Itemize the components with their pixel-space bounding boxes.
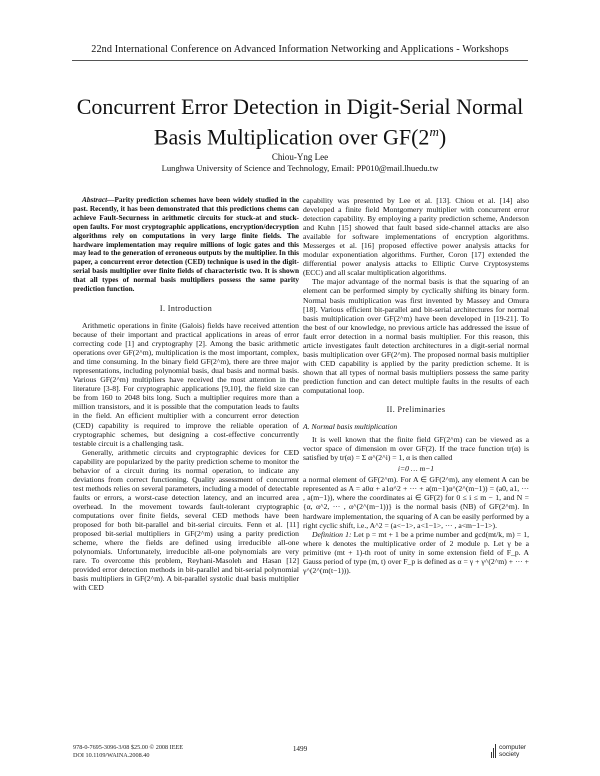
abstract-lead: Abstract [82, 195, 108, 204]
conference-header: 22nd International Conference on Advanced Information Networking and Applications - Workshops [91, 44, 509, 55]
section-preliminaries-heading: II. Preliminaries [386, 405, 446, 415]
title-line-2 [40, 119, 560, 149]
logo-wordmark [499, 745, 526, 758]
header-rule [72, 60, 528, 61]
author-name: Chiou-Yng Lee [271, 152, 329, 162]
subsection-normal-basis: A. Normal basis multiplication [303, 422, 398, 432]
computer-society-logo [491, 742, 531, 762]
title-line-2-end: ) [438, 124, 447, 150]
paper-title [40, 94, 560, 149]
section-introduction-heading: I. Introduction [159, 303, 213, 313]
title-superscript: m [429, 124, 439, 139]
abstract [73, 196, 299, 294]
page-number: 1499 [292, 745, 308, 753]
footer-isbn: 978-0-7695-3096-3/08 $25.00 © 2008 IEEE [73, 744, 184, 751]
right-paragraph-1: capability was presented by Lee et al. [13]. Chiou et al. [14] also developed a finite field Montgomery multiplier with concurrent error detection capability. By employing a parity prediction scheme, Anderson and Kuhn [15] showed that fault based side-channel attacks are also available for software implementations of encryption algorithms. Messerges et al. [16] proposed effective power analysis attacks for modular exponentiation algorithms. Further, Coron [17] extended the differential power analysis attacks to Elliptic Curve Cryptosystems (ECC) and all scalar multiplication algorithms. [303, 196, 529, 278]
prelim-paragraph-1b: a normal element of GF(2^m). For A ∈ GF(2^m), any element A can be represented as A = a0α + a1α^2 + ··· + a(m−1)α^(2^(m−1)) = (a0, a1, ··· , a(m−1)), where the coordinates ai ∈ GF(2) for 0 ≤ i ≤ m − 1, and N = {α, α^2, ··· , α^(2^(m−1))} is the normal basis (NB) of GF(2^m). In hardware implementation, the squaring of A can be easily performed by a right cyclic shift, i.e., A^2 = (a<−1>, a<1−1>, ··· , a<m−1−1>). [303, 475, 529, 530]
intro-paragraph-2: Generally, arithmetic circuits and cryptographic devices for CED capability are popularized by the parity prediction scheme to monitor the behavior of a circuit during its normal operation, to indicate any deviations from correct functioning. Quality assessment of concurrent test methods relies on several parameters, including a model of detectable faults or errors, a worst-case detection latency, and an incurred area overhead. In the movement towards fault-tolerant cryptographic computations over finite fields, several CED methods have been proposed for both bit-parallel and bit-serial circuits. Fenn et al. [11] proposed bit-serial multipliers in GF(2^m) using a parity prediction scheme, where the fields are defined using irreducible all-one polynomials. Unfortunately, irreducible all-one polynomials are very rare. To overcome this problem, Reyhani-Masoleh and Hasan [12] provided error detection methods in bit-parallel and bit-serial polynomial basis multipliers in GF(2^m). A bit-parallel systolic dual basis multiplier with CED [73, 447, 299, 593]
definition-1 [303, 530, 529, 575]
logo-line-2: society [499, 750, 520, 758]
computer-society-mark-icon [491, 744, 497, 758]
right-column [303, 196, 529, 575]
intro-paragraph-1: Arithmetic operations in finite (Galois) fields have received attention because of their important and practical applications in areas of error correcting code [1] and cryptography [2]. Among the basic arithmetic operations over GF(2^m), multiplication is the most important, complex, and time consuming. In the binary field GF(2^m), there are three major representations, including polynomial basis, dual basis and normal basis. Various GF(2^m) multipliers have received the most attention in the literature [3-8]. For cryptographic applications [9,10], the field size can be from 160 to 2048 bits long. Such a multiplier requires more than a million transistors, and it is possible that the computation leads to faults in the field. An efficient multiplier with a concurrent error detection (CED) capability is required to improve the reliable operation of cryptographic schemes, but designing a cost-effective concurrently testable circuit is a challenging task. [73, 321, 299, 448]
definition-1-lead: Definition 1: [312, 529, 352, 539]
prelim-paragraph-1a: It is well known that the finite field GF(2^m) can be viewed as a vector space of dimension m over GF(2). If the trace function tr(α) is satisfied by tr(α) = Σ α^(2^i) = 1, α is then called [303, 435, 529, 463]
title-line-1: Concurrent Error Detection in Digit-Serial Normal [76, 94, 524, 119]
abstract-text: —Parity prediction schemes have been widely studied in the past. Recently, it has been demonstrated that this predictions chems can achieve Fault-Securness in arithmetic circuits for stuck-at and stuck-open faults. For most cryptographic applications, encryption/decryption algorithms rely on computations in very large finite fields. The hardware implementation may require millions of logic gates and this may lead to the generation of erroneous outputs by the multiplier. In this paper, a concurrent error detection (CED) technique is used in the digit-serial basis multiplier over finite fields of characteristic two. It is shown that all types of normal basis multipliers possess the same parity prediction function. [73, 195, 300, 294]
title-line-2-text: Basis Multiplication over GF(2 [153, 124, 430, 150]
right-paragraph-2: The major advantage of the normal basis is that the squaring of an element can be performed simply by cyclically shifting its binary form. Normal basis multiplication was first invented by Massey and Omura [18]. Various efficient bit-parallel and bit-serial architectures for normal basis multiplication over GF(2^m) have been developed in [19-21]. To the best of our knowledge, no previous article has addressed the issue of fault error detection in a normal basis multiplier. For this reason, this article investigates fault detection architectures in a digit-serial normal basis multiplication over GF(2^m). The proposed normal basis multiplier with CED capability is applied by the parity prediction scheme. It is shown that all types of normal basis multipliers possess the same parity prediction function and can detect multiple faults in the results of each computational loop. [303, 277, 529, 395]
trace-sum-limits: i=0 … m−1 [397, 464, 435, 474]
logo-line-1: computer [499, 744, 527, 751]
left-column [73, 196, 299, 592]
definition-1-text: Let p = mt + 1 be a prime number and gcd(mt/k, m) = 1, where k denotes the multiplicative order of 2 module p. Let γ be a primitive (mt + 1)-th root of unity in some extension field of F_p. A Gauss period of type (m, t) over F_p is defined as α = γ + γ^(2^m) + ··· + γ^(2^(m(t−1))). [303, 529, 529, 575]
footer-doi: DOI 10.1109/WAINA.2008.40 [73, 752, 150, 759]
author-affiliation: Lunghwa University of Science and Technology, Email: PP010@mail.lhuedu.tw [161, 163, 439, 173]
